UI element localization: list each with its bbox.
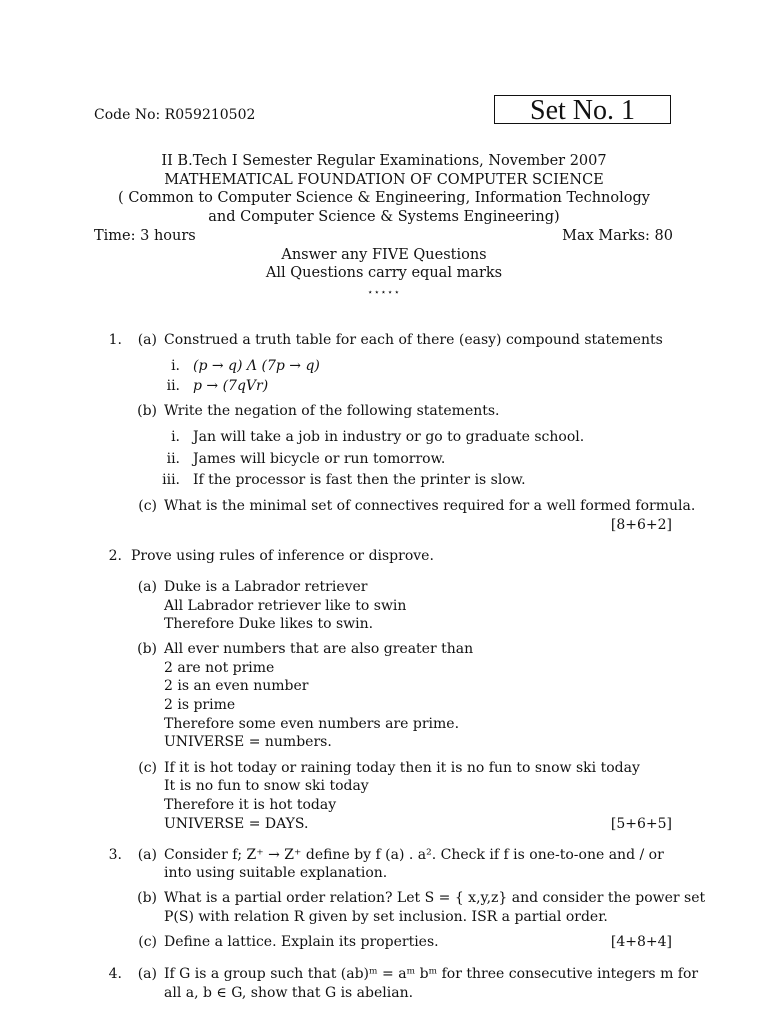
question-text: If G is a group such that (ab)ᵐ = aᵐ bᵐ for three consecutive integers m for xyxy=(164,966,699,982)
question-text: What is a partial order relation? Let S = { x,y,z} and consider the power set xyxy=(164,890,706,906)
subpart-text: p → (7qVr) xyxy=(193,378,269,394)
question-text: into using suitable explanation. xyxy=(164,865,388,881)
question-text: Write the negation of the following statements. xyxy=(164,403,500,419)
subpart-text: James will bicycle or run tomorrow. xyxy=(193,451,446,467)
question-number: 3. xyxy=(108,847,122,863)
branches-line-1: ( Common to Computer Science & Engineering, Information Technology xyxy=(118,190,650,206)
argument-line: UNIVERSE = DAYS. xyxy=(164,816,309,832)
argument-line: Therefore Duke likes to swin. xyxy=(164,616,374,632)
question-text: Construed a truth table for each of there (easy) compound statements xyxy=(164,332,663,348)
argument-line: If it is hot today or raining today then it is no fun to snow ski today xyxy=(164,760,640,776)
question-text: Consider f; Z⁺ → Z⁺ define by f (a) . a². Check if f is one-to-one and / or xyxy=(164,847,664,863)
part-label: (a) xyxy=(137,332,157,348)
part-label: (c) xyxy=(138,760,157,776)
part-label: (b) xyxy=(137,890,157,906)
subpart-text: Jan will take a job in industry or go to graduate school. xyxy=(193,429,585,445)
question-number: 1. xyxy=(108,332,122,348)
argument-line: Therefore it is hot today xyxy=(164,797,337,813)
instruction-2: All Questions carry equal marks xyxy=(265,265,503,281)
subpart-text: (p → q) Λ (7p → q) xyxy=(193,358,320,374)
part-label: (c) xyxy=(138,934,157,950)
argument-line: All Labrador retriever like to swin xyxy=(164,598,407,614)
question-number: 2. xyxy=(108,548,122,564)
max-marks-label: Max Marks: 80 xyxy=(562,228,673,244)
subpart-text: If the processor is fast then the printer is slow. xyxy=(193,472,526,488)
question-text: P(S) with relation R given by set inclusion. ISR a partial order. xyxy=(164,909,608,925)
question-text: What is the minimal set of connectives required for a well formed formula. xyxy=(164,498,696,514)
subpart-label: i. xyxy=(171,429,180,445)
part-label: (a) xyxy=(137,966,157,982)
argument-line: Therefore some even numbers are prime. xyxy=(164,716,460,732)
part-label: (b) xyxy=(137,641,157,657)
branches-line-2: and Computer Science & Systems Engineering) xyxy=(208,209,560,225)
argument-line: 2 are not prime xyxy=(164,660,275,676)
argument-line: All ever numbers that are also greater than xyxy=(164,641,474,657)
argument-line: Duke is a Labrador retriever xyxy=(164,579,368,595)
part-label: (c) xyxy=(138,498,157,514)
code-number: Code No: R059210502 xyxy=(94,107,256,123)
question-text: Define a lattice. Explain its properties. xyxy=(164,934,439,950)
time-label: Time: 3 hours xyxy=(94,228,196,244)
part-label: (a) xyxy=(137,847,157,863)
question-text: all a, b ∈ G, show that G is abelian. xyxy=(164,985,414,1001)
marks-allocation: [5+6+5] xyxy=(610,816,672,832)
subpart-label: i. xyxy=(171,358,180,374)
question-text: Prove using rules of inference or disprove. xyxy=(131,548,434,564)
subpart-label: ii. xyxy=(166,451,180,467)
argument-line: 2 is prime xyxy=(164,697,236,713)
set-number-box: Set No. 1 xyxy=(494,95,671,124)
argument-line: 2 is an even number xyxy=(164,678,309,694)
subject-title: MATHEMATICAL FOUNDATION OF COMPUTER SCIENCE xyxy=(164,172,604,188)
part-label: (a) xyxy=(137,579,157,595)
subpart-label: ii. xyxy=(166,378,180,394)
exam-title: II B.Tech I Semester Regular Examinations, November 2007 xyxy=(161,153,607,169)
part-label: (b) xyxy=(137,403,157,419)
subpart-label: iii. xyxy=(162,472,180,488)
question-number: 4. xyxy=(108,966,122,982)
marks-allocation: [8+6+2] xyxy=(610,517,672,533)
argument-line: It is no fun to snow ski today xyxy=(164,778,369,794)
instruction-1: Answer any FIVE Questions xyxy=(281,247,487,263)
stars-divider: ⋆⋆⋆⋆⋆ xyxy=(367,288,401,298)
marks-allocation: [4+8+4] xyxy=(610,934,672,950)
argument-line: UNIVERSE = numbers. xyxy=(164,734,332,750)
